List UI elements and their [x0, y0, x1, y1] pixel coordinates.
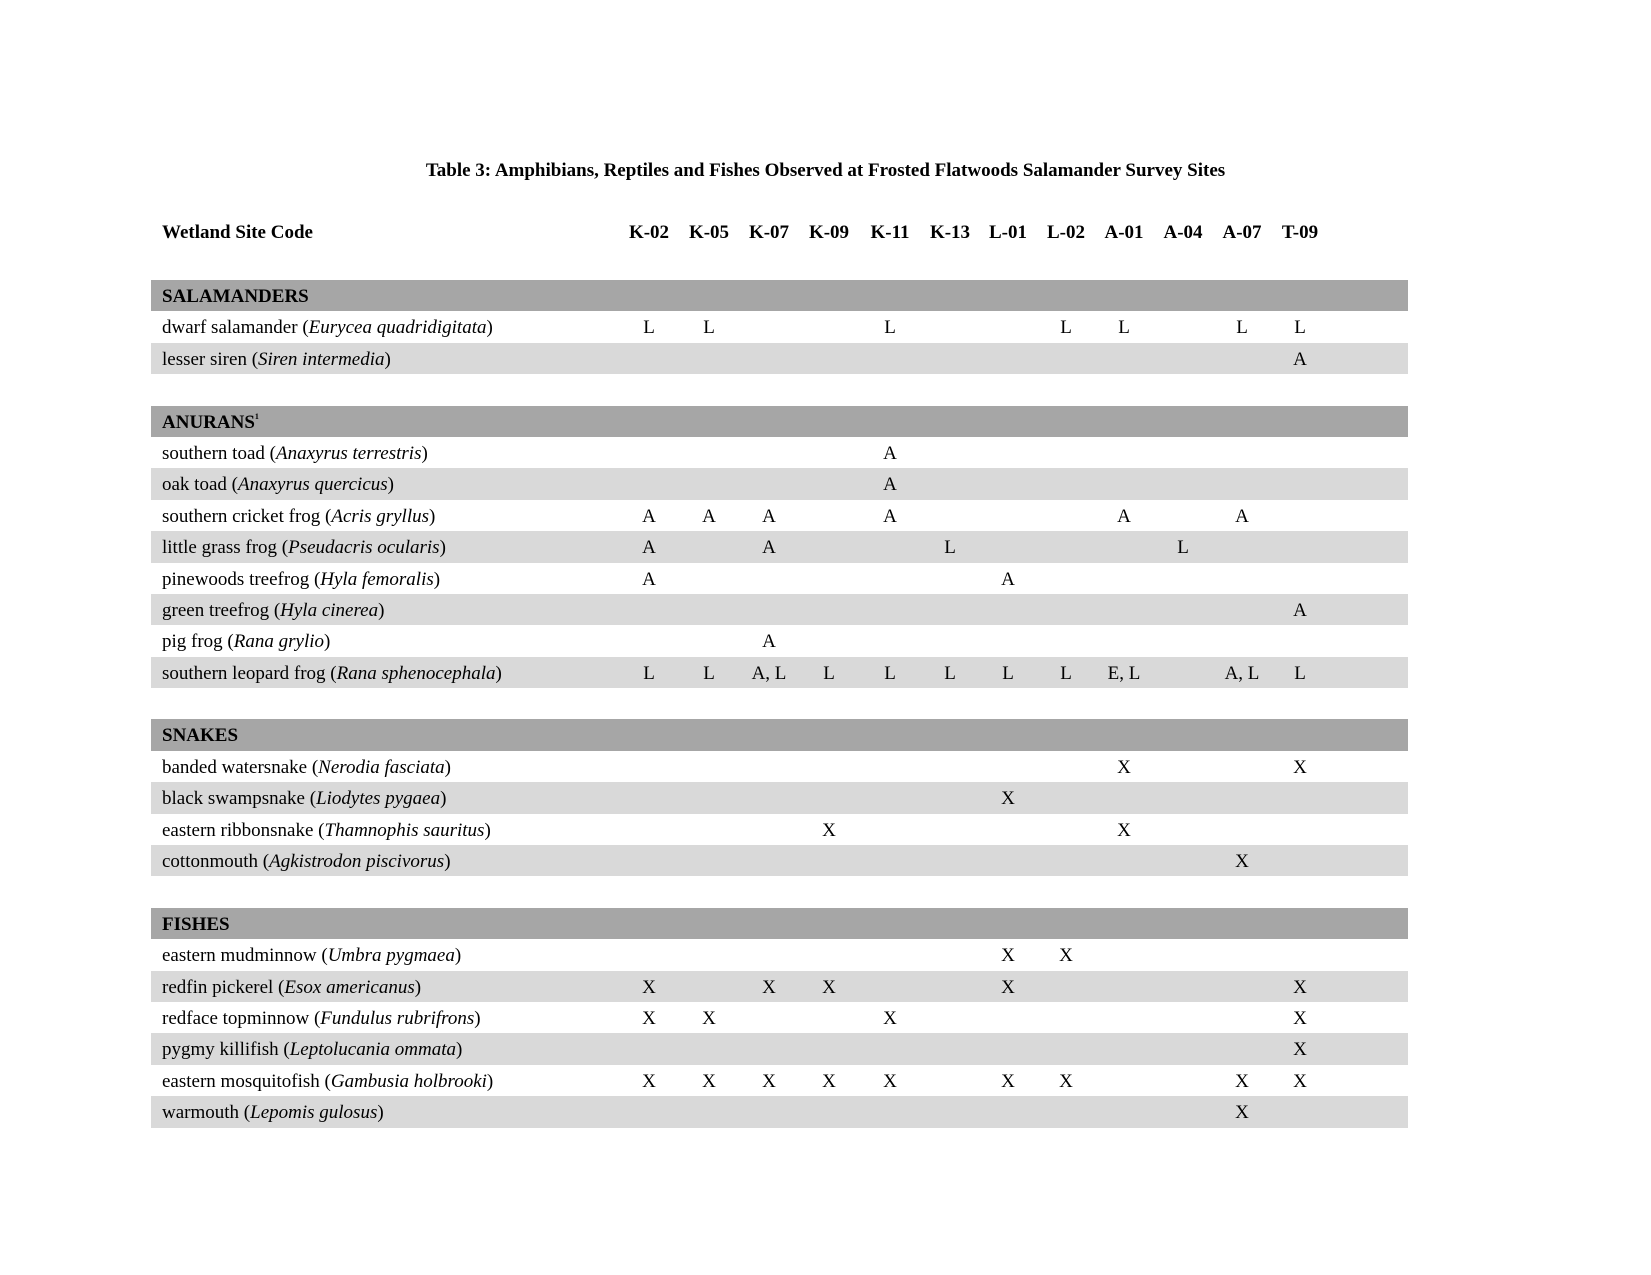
- scientific-name: Umbra pygmaea: [327, 945, 455, 967]
- observation-cell: X: [1001, 976, 1015, 998]
- observation-cell: X: [642, 1070, 656, 1092]
- footnote-marker: 1: [254, 411, 259, 421]
- observation-cell: L: [884, 317, 896, 339]
- observation-cell: X: [1293, 976, 1307, 998]
- observation-cell: A: [702, 505, 716, 527]
- common-name: pinewoods treefrog (: [162, 568, 321, 590]
- observation-cell: A, L: [1224, 662, 1260, 684]
- common-name: southern toad (: [162, 442, 276, 464]
- observation-cell: X: [702, 1070, 716, 1092]
- observation-cell: X: [822, 819, 836, 841]
- observation-cell: X: [642, 1007, 656, 1029]
- section-spacer: [151, 876, 1408, 907]
- common-name: black swampsnake (: [162, 788, 317, 810]
- observation-cell: A: [642, 537, 656, 559]
- header-label: Wetland Site Code: [162, 222, 313, 243]
- scientific-name: Anaxyrus terrestris: [275, 442, 422, 464]
- table-row: [151, 311, 1408, 342]
- common-name: pygmy killifish (: [162, 1039, 290, 1061]
- observation-cell: A: [642, 568, 656, 590]
- common-name: southern cricket frog (: [162, 505, 332, 527]
- observation-cell: A: [1293, 599, 1307, 621]
- column-header-l-02: L-02: [1047, 222, 1085, 243]
- common-name: little grass frog (: [162, 537, 289, 559]
- table-row: [151, 1033, 1408, 1064]
- scientific-name: Esox americanus: [284, 976, 415, 998]
- common-name: banded watersnake (: [162, 756, 319, 778]
- species-name: green treefrog (Hyla cinerea): [162, 599, 385, 621]
- observation-cell: L: [703, 317, 715, 339]
- scientific-name: Thamnophis sauritus: [324, 819, 485, 841]
- scientific-name: Hyla cinerea: [280, 599, 379, 621]
- table-row: [151, 1065, 1408, 1096]
- observation-cell: X: [1293, 756, 1307, 778]
- observation-cell: X: [1235, 1102, 1249, 1124]
- observation-cell: A, L: [751, 662, 787, 684]
- table-row: [151, 1096, 1408, 1127]
- column-header-k-05: K-05: [688, 222, 730, 243]
- scientific-name: Siren intermedia: [258, 348, 385, 370]
- column-header-t-09: T-09: [1281, 222, 1319, 243]
- observation-cell: X: [1117, 819, 1131, 841]
- section-header-salamanders: [151, 280, 1408, 311]
- scientific-name: Anaxyrus quercicus: [237, 474, 388, 496]
- observation-cell: A: [762, 505, 776, 527]
- species-name: redfin pickerel (Esox americanus): [162, 976, 422, 998]
- observation-cell: L: [884, 662, 896, 684]
- observation-cell: L: [1236, 317, 1248, 339]
- species-name: little grass frog (Pseudacris ocularis): [162, 537, 446, 559]
- section-header-snakes: [151, 719, 1408, 750]
- table-title: Table 3: Amphibians, Reptiles and Fishes Observed at Frosted Flatwoods Salamander Survey Sites: [425, 160, 1226, 181]
- common-name: eastern ribbonsnake (: [162, 819, 325, 841]
- column-header-k-02: K-02: [628, 222, 670, 243]
- observation-cell: X: [1117, 756, 1131, 778]
- header-row: [151, 218, 1408, 280]
- table-row: [151, 971, 1408, 1002]
- column-header-k-11: K-11: [870, 222, 910, 243]
- observation-cell: L: [823, 662, 835, 684]
- column-header-a-04: A-04: [1163, 222, 1203, 243]
- common-name: cottonmouth (: [162, 851, 270, 873]
- species-name: pinewoods treefrog (Hyla femoralis): [162, 568, 441, 590]
- scientific-name: Agkistrodon piscivorus: [269, 851, 445, 873]
- species-name: lesser siren (Siren intermedia): [162, 348, 391, 370]
- observation-cell: A: [1293, 348, 1307, 370]
- section-title: SNAKES: [162, 725, 239, 747]
- observation-cell: X: [1235, 851, 1249, 873]
- observation-cell: A: [642, 505, 656, 527]
- scientific-name: Rana grylio: [233, 631, 325, 653]
- observation-cell: X: [1293, 1039, 1307, 1061]
- observation-cell: A: [883, 474, 897, 496]
- species-name: black swampsnake (Liodytes pygaea): [162, 788, 447, 810]
- observation-cell: X: [1001, 945, 1015, 967]
- table-row: [151, 782, 1408, 813]
- observation-cell: A: [1235, 505, 1249, 527]
- observation-cell: L: [1002, 662, 1014, 684]
- scientific-name: Pseudacris ocularis: [288, 537, 440, 559]
- species-name: eastern mosquitofish (Gambusia holbrooki): [162, 1070, 494, 1092]
- species-name: warmouth (Lepomis gulosus): [162, 1102, 384, 1124]
- species-name: oak toad (Anaxyrus quercicus): [162, 474, 394, 496]
- table-row: [151, 751, 1408, 782]
- observation-cell: X: [1293, 1007, 1307, 1029]
- observation-cell: A: [1117, 505, 1131, 527]
- species-name: dwarf salamander (Eurycea quadridigitata): [162, 317, 493, 339]
- table-row: [151, 563, 1408, 594]
- species-name: banded watersnake (Nerodia fasciata): [162, 756, 451, 778]
- section-spacer: [151, 688, 1408, 719]
- observation-cell: L: [1060, 662, 1072, 684]
- species-name: redface topminnow (Fundulus rubrifrons): [162, 1007, 481, 1029]
- table-row: [151, 531, 1408, 562]
- column-header-k-07: K-07: [748, 222, 790, 243]
- observation-cell: X: [762, 1070, 776, 1092]
- scientific-name: Gambusia holbrooki: [330, 1070, 487, 1092]
- observation-cell: L: [703, 662, 715, 684]
- species-table: [151, 218, 1408, 1128]
- column-header-k-13: K-13: [929, 222, 971, 243]
- observation-cell: L: [643, 662, 655, 684]
- observation-cell: L: [1294, 317, 1306, 339]
- common-name: redfin pickerel (: [162, 976, 285, 998]
- observation-cell: E, L: [1107, 662, 1141, 684]
- observation-cell: X: [762, 976, 776, 998]
- common-name: lesser siren (: [162, 348, 259, 370]
- species-name: eastern mudminnow (Umbra pygmaea): [162, 945, 462, 967]
- column-header-a-07: A-07: [1222, 222, 1262, 243]
- observation-cell: L: [1294, 662, 1306, 684]
- scientific-name: Nerodia fasciata: [318, 756, 445, 778]
- observation-cell: A: [762, 631, 776, 653]
- scientific-name: Liodytes pygaea: [316, 788, 441, 810]
- observation-cell: L: [1177, 537, 1189, 559]
- table-row: [151, 939, 1408, 970]
- table-row: [151, 468, 1408, 499]
- observation-cell: X: [1001, 788, 1015, 810]
- table-row: [151, 437, 1408, 468]
- common-name: green treefrog (: [162, 599, 281, 621]
- column-header-k-09: K-09: [808, 222, 850, 243]
- common-name: redface topminnow (: [162, 1007, 321, 1029]
- observation-cell: L: [1118, 317, 1130, 339]
- common-name: eastern mosquitofish (: [162, 1070, 331, 1092]
- observation-cell: A: [1001, 568, 1015, 590]
- species-name: eastern ribbonsnake (Thamnophis sauritus): [162, 819, 491, 841]
- observation-cell: X: [1059, 945, 1073, 967]
- column-header-a-01: A-01: [1104, 222, 1144, 243]
- observation-cell: X: [1059, 1070, 1073, 1092]
- observation-cell: L: [944, 537, 956, 559]
- common-name: southern leopard frog (: [162, 662, 337, 684]
- observation-cell: X: [1293, 1070, 1307, 1092]
- table-row: [151, 625, 1408, 656]
- observation-cell: A: [762, 537, 776, 559]
- table-row: [151, 1002, 1408, 1033]
- common-name: oak toad (: [162, 474, 238, 496]
- section-title: FISHES: [162, 913, 230, 935]
- observation-cell: X: [883, 1070, 897, 1092]
- species-name: southern leopard frog (Rana sphenocephala): [162, 662, 502, 684]
- section-header-anurans: [151, 406, 1408, 437]
- scientific-name: Leptolucania ommata: [289, 1039, 456, 1061]
- scientific-name: Lepomis gulosus: [250, 1102, 378, 1124]
- column-header-l-01: L-01: [989, 222, 1027, 243]
- observation-cell: A: [883, 442, 897, 464]
- scientific-name: Eurycea quadridigitata: [308, 317, 487, 339]
- species-name: cottonmouth (Agkistrodon piscivorus): [162, 851, 451, 873]
- species-name: pig frog (Rana grylio): [162, 631, 331, 653]
- observation-cell: L: [643, 317, 655, 339]
- observation-cell: X: [642, 976, 656, 998]
- common-name: eastern mudminnow (: [162, 945, 328, 967]
- scientific-name: Fundulus rubrifrons: [320, 1007, 475, 1029]
- table-row: [151, 500, 1408, 531]
- scientific-name: Acris gryllus: [331, 505, 429, 527]
- species-name: southern cricket frog (Acris gryllus): [162, 505, 436, 527]
- observation-cell: X: [1235, 1070, 1249, 1092]
- species-name: southern toad (Anaxyrus terrestris): [162, 442, 428, 464]
- observation-cell: X: [822, 1070, 836, 1092]
- section-title: ANURANS$^1$: [162, 411, 259, 433]
- common-name: warmouth (: [162, 1102, 251, 1124]
- section-title: SALAMANDERS: [162, 286, 309, 307]
- scientific-name: Hyla femoralis: [320, 568, 434, 590]
- observation-cell: X: [822, 976, 836, 998]
- section-spacer: [151, 374, 1408, 405]
- section-header-fishes: [151, 908, 1408, 939]
- table-row: [151, 845, 1408, 876]
- table-row: [151, 814, 1408, 845]
- observation-cell: X: [1001, 1070, 1015, 1092]
- table-row: [151, 657, 1408, 688]
- observation-cell: L: [944, 662, 956, 684]
- table-row: [151, 343, 1408, 374]
- observation-cell: L: [1060, 317, 1072, 339]
- observation-cell: X: [702, 1007, 716, 1029]
- observation-cell: X: [883, 1007, 897, 1029]
- common-name: dwarf salamander (: [162, 317, 309, 339]
- scientific-name: Rana sphenocephala: [336, 662, 496, 684]
- observation-cell: A: [883, 505, 897, 527]
- species-name: pygmy killifish (Leptolucania ommata): [162, 1039, 463, 1061]
- common-name: pig frog (: [162, 631, 234, 653]
- table-row: [151, 594, 1408, 625]
